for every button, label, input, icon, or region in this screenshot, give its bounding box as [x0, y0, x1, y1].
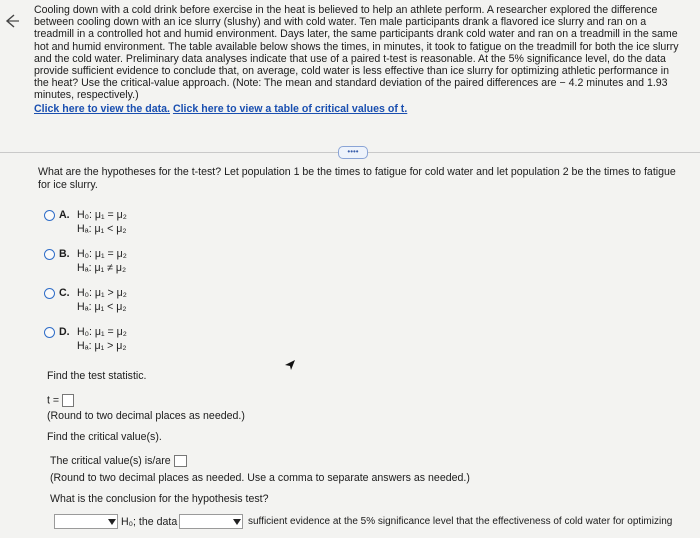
reject-dropdown[interactable] [54, 514, 118, 529]
question-text: What are the hypotheses for the t-test? Let population 1 be the times to fatigue for cold water and let population 2 be the times to fatigue for ice slurry. [38, 166, 676, 191]
radio-option-d[interactable] [44, 327, 55, 338]
option-letter: A. [59, 209, 70, 221]
critical-label: The critical value(s) is/are [50, 455, 171, 467]
problem-statement [34, 4, 680, 115]
option-letter: B. [59, 248, 70, 260]
radio-option-c[interactable] [44, 288, 55, 299]
option-letter: D. [59, 326, 70, 338]
critical-prompt: Find the critical value(s). [47, 431, 162, 443]
alt-hypothesis: Hₐ: μ₁ < μ₂ [77, 301, 127, 313]
alt-hypothesis: Hₐ: μ₁ < μ₂ [77, 223, 127, 235]
alt-hypothesis: Hₐ: μ₁ ≠ μ₂ [77, 262, 127, 274]
t-stat-hint: (Round to two decimal places as needed.) [47, 410, 245, 422]
back-arrow-icon[interactable] [2, 12, 20, 30]
evidence-dropdown[interactable] [179, 514, 243, 529]
option-d[interactable] [44, 325, 244, 355]
null-hypothesis: H₀: μ₁ > μ₂ [77, 287, 127, 299]
option-c[interactable] [44, 286, 244, 316]
view-data-link[interactable]: Click here to view the data. [34, 102, 170, 115]
expand-more-button[interactable]: •••• [338, 146, 368, 159]
h0-data-text: H₀; the data [121, 516, 178, 528]
mouse-pointer-icon [284, 358, 296, 370]
t-label: t = [47, 394, 60, 407]
radio-option-b[interactable] [44, 249, 55, 260]
conclusion-tail: sufficient evidence at the 5% significance level that the effectiveness of cold water for optimizing [248, 516, 673, 527]
null-hypothesis: H₀: μ₁ = μ₂ [77, 209, 127, 221]
alt-hypothesis: Hₐ: μ₁ > μ₂ [77, 340, 127, 352]
option-b[interactable] [44, 247, 244, 277]
critical-values-link[interactable]: Click here to view a table of critical values of t. [172, 102, 408, 115]
conclusion-prompt: What is the conclusion for the hypothesis test? [50, 493, 269, 505]
radio-option-a[interactable] [44, 210, 55, 221]
null-hypothesis: H₀: μ₁ = μ₂ [77, 248, 127, 260]
problem-text: Cooling down with a cold drink before exercise in the heat is believed to help an athlete perform. A researcher explored the difference between cooling down with an ice slurry (slushy) and with cold water. Ten male participants drank a flavored ice slurry and ran on a treadmill in a controlled hot and humid environment. Days later, the same participants drank cold water and ran on a treadmill in the same hot and humid environment. The table available below shows the times, in minutes, it took to fatigue on the treadmill for both the ice slurry and the cold water. Preliminary data analyses indicate that use of a paired t-test is reasonable. At the 5% significance level, do the data provide sufficient evidence to conclude that, on average, cold water is less effective than ice slurry for optimizing athletic performance in the heat? Use the critical-value approach. (Note: The mean and standard deviation of the paired differences are − 4.2 minutes and 1.93 minutes, respectively.) [34, 4, 679, 102]
test-statistic-prompt: Find the test statistic. [47, 370, 147, 382]
option-letter: C. [59, 287, 70, 299]
t-stat-row [47, 394, 74, 407]
critical-row [50, 455, 187, 467]
t-stat-input[interactable] [62, 394, 74, 407]
null-hypothesis: H₀: μ₁ = μ₂ [77, 326, 127, 338]
dropdown-caret-icon [233, 519, 241, 525]
option-a[interactable] [44, 208, 244, 238]
dropdown-caret-icon [108, 519, 116, 525]
critical-value-input[interactable] [174, 455, 187, 467]
critical-hint: (Round to two decimal places as needed. Use a comma to separate answers as needed.) [50, 472, 470, 484]
